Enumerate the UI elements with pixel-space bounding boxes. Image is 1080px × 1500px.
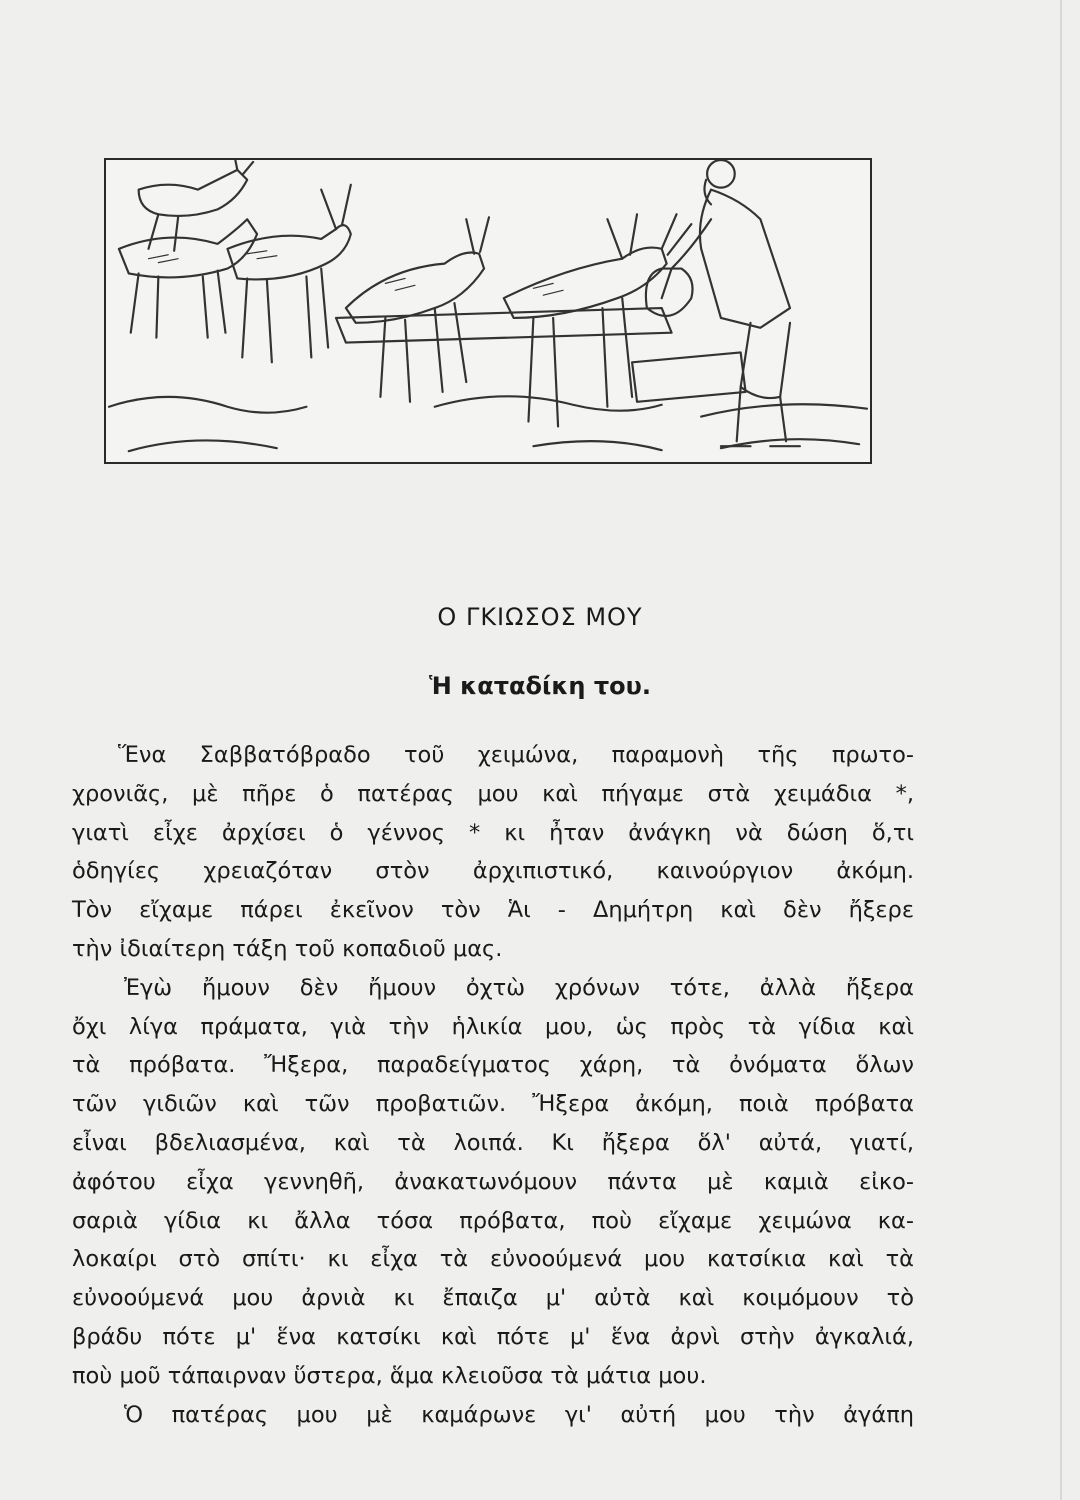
text-line: βράδυ πότε μ' ἕνα κατσίκι καὶ πότε μ' ἕνα ἀρνὶ στὴν ἀγκαλιά, — [72, 1323, 914, 1350]
text-line: Ἕνα Σαββατόβραδο τοῦ χειμώνα, παραμονὴ τῆς πρωτο- — [118, 742, 914, 768]
goats-illustration — [104, 158, 872, 464]
text-line: ἀφότου εἶχα γεννηθῆ, ἀνακατωνόμουν πάντα μὲ καμιὰ εἰκο- — [72, 1168, 914, 1195]
text-line: ὄχι λίγα πράματα, γιὰ τὴν ἡλικία μου, ὡς πρὸς τὰ γίδια καὶ — [72, 1013, 914, 1040]
text-line: εἶναι βδελιασμένα, καὶ τὰ λοιπά. Κι ἤξερα ὅλ' αὐτά, γιατί, — [72, 1129, 914, 1156]
chapter-title: Ο ΓΚΙΩΣΟΣ ΜΟΥ — [437, 603, 643, 631]
chapter-subtitle: Ἡ καταδίκη του. — [429, 672, 651, 700]
text-line: τὰ πρόβατα. Ἤξερα, παραδείγματος χάρη, τὰ ὀνόματα ὅλων — [72, 1052, 914, 1079]
text-line: τὴν ἰδιαίτερη τάξη τοῦ κοπαδιοῦ μας. — [72, 935, 503, 962]
goats-and-shepherd-icon — [106, 160, 870, 462]
text-line: γιατὶ εἶχε ἀρχίσει ὁ γέννος * κι ἦταν ἀνάγκη νὰ δώση ὅ,τι — [72, 819, 914, 846]
text-line: Τὸν εἴχαμε πάρει ἐκεῖνον τὸν Ἁι - Δημήτρη καὶ δὲν ἤξερε — [72, 897, 914, 924]
text-line: λοκαίρι στὸ σπίτι· κι εἶχα τὰ εὐνοούμενά μου κατσίκια καὶ τὰ — [72, 1246, 914, 1273]
text-line: Ὁ πατέρας μου μὲ καμάρωνε γι' αὐτή μου τὴν ἀγάπη — [124, 1401, 914, 1428]
text-line: ὁδηγίες χρειαζόταν στὸν ἀρχιπιστικό, καινούργιον ἀκόμη. — [72, 858, 914, 885]
text-line: σαριὰ γίδια κι ἄλλα τόσα πρόβατα, ποὺ εἴχαμε χειμώνα κα- — [72, 1207, 914, 1234]
body-text — [72, 736, 914, 1434]
page-edge — [1060, 0, 1062, 1500]
text-line: χρονιᾶς, μὲ πῆρε ὁ πατέρας μου καὶ πήγαμε στὰ χειμάδια *, — [72, 780, 914, 807]
text-line: εὐνοούμενά μου ἀρνιὰ κι ἔπαιζα μ' αὐτὰ καὶ κοιμόμουν τὸ — [72, 1285, 914, 1312]
text-line: τῶν γιδιῶν καὶ τῶν προβατιῶν. Ἤξερα ἀκόμη, ποιὰ πρόβατα — [72, 1091, 914, 1118]
text-line: Ἐγὼ ἤμουν δὲν ἤμουν ὀχτὼ χρόνων τότε, ἀλλὰ ἤξερα — [124, 974, 914, 1001]
text-line: ποὺ μοῦ τάπαιρναν ὕστερα, ἅμα κλειοῦσα τὰ μάτια μου. — [72, 1362, 707, 1389]
